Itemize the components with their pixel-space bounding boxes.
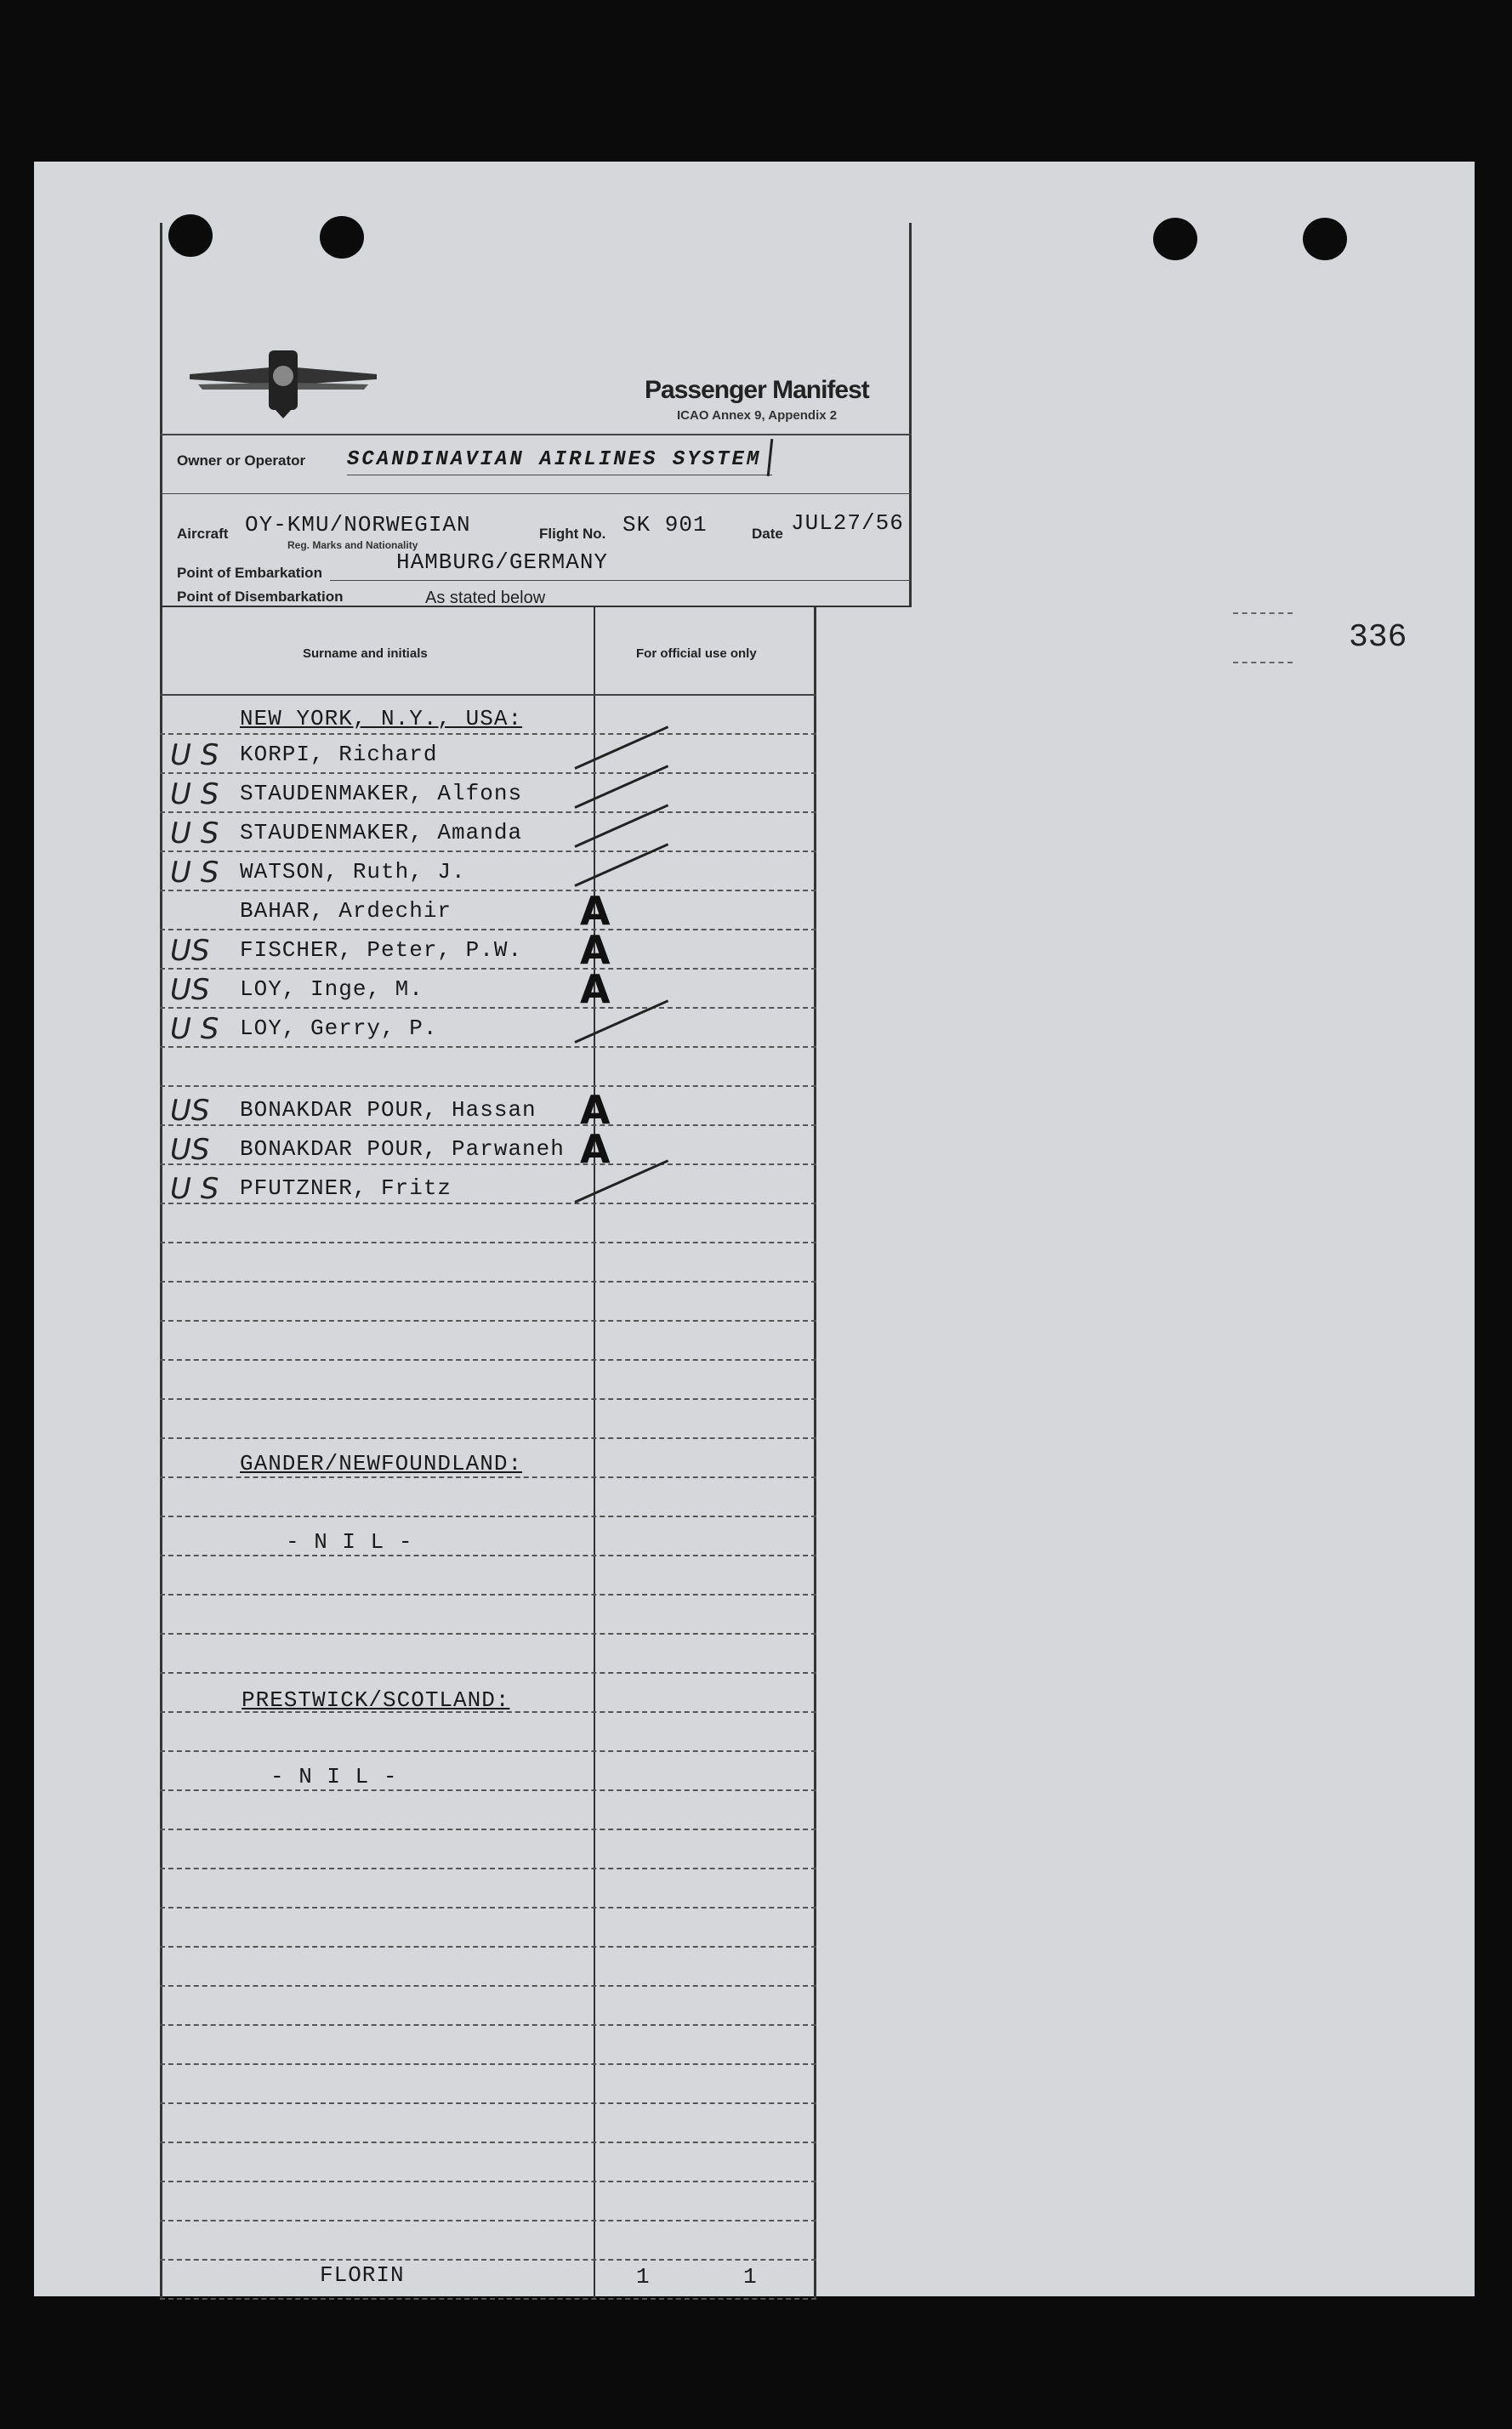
- nil-gander: - N I L -: [286, 1529, 413, 1555]
- punch-hole: [1153, 218, 1197, 260]
- passenger-name: FISCHER, Peter, P.W.: [240, 937, 523, 963]
- passenger-name: KORPI, Richard: [240, 742, 438, 767]
- table-row: [160, 1791, 816, 1830]
- table-row: [160, 2182, 816, 2221]
- manifest-title: Passenger Manifest: [645, 376, 869, 404]
- passenger-name: PFUTZNER, Fritz: [240, 1175, 452, 1201]
- citizenship-mark: US: [170, 934, 210, 968]
- disembarkation-value: As stated below: [425, 589, 546, 607]
- footer-count-1: 1: [636, 2264, 651, 2290]
- citizenship-mark: US: [170, 1094, 210, 1128]
- table-row: [160, 1596, 816, 1635]
- date-value: JUL27/56: [791, 510, 904, 536]
- table-row: [160, 2026, 816, 2065]
- table-row: [160, 1869, 816, 1908]
- embarkation-label: Point of Embarkation: [177, 565, 322, 581]
- passenger-name: BONAKDAR POUR, Hassan: [240, 1097, 537, 1123]
- table-row: [160, 1048, 816, 1087]
- official-use-mark: A: [580, 1087, 611, 1133]
- table-row: [160, 1635, 816, 1674]
- owner-value: SCANDINAVIAN AIRLINES SYSTEM: [347, 448, 762, 471]
- passenger-name: BAHAR, Ardechir: [240, 898, 452, 924]
- table-row: [160, 1361, 816, 1400]
- official-use-mark: A: [580, 888, 611, 934]
- table-row: [160, 2065, 816, 2104]
- table-row: [160, 1752, 816, 1791]
- table-row: [160, 1556, 816, 1596]
- disembarkation-label: Point of Disembarkation: [177, 589, 344, 605]
- passenger-name: LOY, Gerry, P.: [240, 1015, 438, 1041]
- destination-heading-new-york: NEW YORK, N.Y., USA:: [240, 706, 523, 731]
- table-row: [160, 1987, 816, 2026]
- passenger-name: STAUDENMAKER, Amanda: [240, 820, 523, 845]
- table-row: [160, 2221, 816, 2261]
- table-row: [160, 1478, 816, 1517]
- citizenship-mark: U S: [170, 1172, 219, 1206]
- manifest-subtitle: ICAO Annex 9, Appendix 2: [677, 408, 838, 423]
- page-number-dashes: [1233, 612, 1293, 663]
- table-row: [160, 1243, 816, 1283]
- official-use-mark: A: [580, 927, 611, 973]
- passenger-name: STAUDENMAKER, Alfons: [240, 781, 523, 806]
- official-use-mark: A: [580, 1126, 611, 1172]
- citizenship-mark: US: [170, 973, 210, 1007]
- citizenship-mark: US: [170, 1133, 210, 1167]
- table-row: [160, 1322, 816, 1361]
- citizenship-mark: U S: [170, 816, 219, 850]
- airline-logo-icon: [185, 342, 381, 420]
- destination-heading-gander: GANDER/NEWFOUNDLAND:: [240, 1451, 523, 1476]
- passenger-name: LOY, Inge, M.: [240, 976, 423, 1002]
- passenger-name: WATSON, Ruth, J.: [240, 859, 466, 885]
- passenger-name: BONAKDAR POUR, Parwaneh: [240, 1136, 565, 1162]
- destination-heading-prestwick: PRESTWICK/SCOTLAND:: [242, 1687, 510, 1713]
- footer-count-2: 1: [743, 2264, 758, 2290]
- table-row: [160, 1517, 816, 1556]
- table-row: [160, 1400, 816, 1439]
- citizenship-mark: U S: [170, 1012, 219, 1046]
- table-row: [160, 2261, 816, 2300]
- punch-hole: [1303, 218, 1347, 260]
- page-number: 336: [1349, 619, 1407, 656]
- embarkation-value: HAMBURG/GERMANY: [396, 549, 609, 575]
- flight-label: Flight No.: [539, 526, 606, 542]
- flight-value: SK 901: [622, 512, 708, 538]
- table-row: [160, 1204, 816, 1243]
- column-header-official: For official use only: [636, 646, 757, 661]
- table-row: [160, 2143, 816, 2182]
- footer-label: FLORIN: [320, 2262, 405, 2288]
- aircraft-sublabel: Reg. Marks and Nationality: [287, 539, 418, 551]
- owner-label: Owner or Operator: [177, 452, 306, 469]
- date-label: Date: [752, 526, 783, 542]
- table-row: [160, 1830, 816, 1869]
- column-header-name: Surname and initials: [303, 646, 428, 661]
- aircraft-label: Aircraft: [177, 526, 229, 542]
- table-row: [160, 1713, 816, 1752]
- table-row: [160, 1283, 816, 1322]
- table-row: [160, 1908, 816, 1948]
- table-row: [160, 1948, 816, 1987]
- citizenship-mark: U S: [170, 738, 219, 772]
- citizenship-mark: U S: [170, 856, 219, 890]
- table-row: [160, 2104, 816, 2143]
- citizenship-mark: U S: [170, 777, 219, 811]
- nil-prestwick: - N I L -: [270, 1764, 398, 1789]
- official-use-mark: A: [580, 966, 611, 1012]
- aircraft-value: OY-KMU/NORWEGIAN: [245, 512, 471, 538]
